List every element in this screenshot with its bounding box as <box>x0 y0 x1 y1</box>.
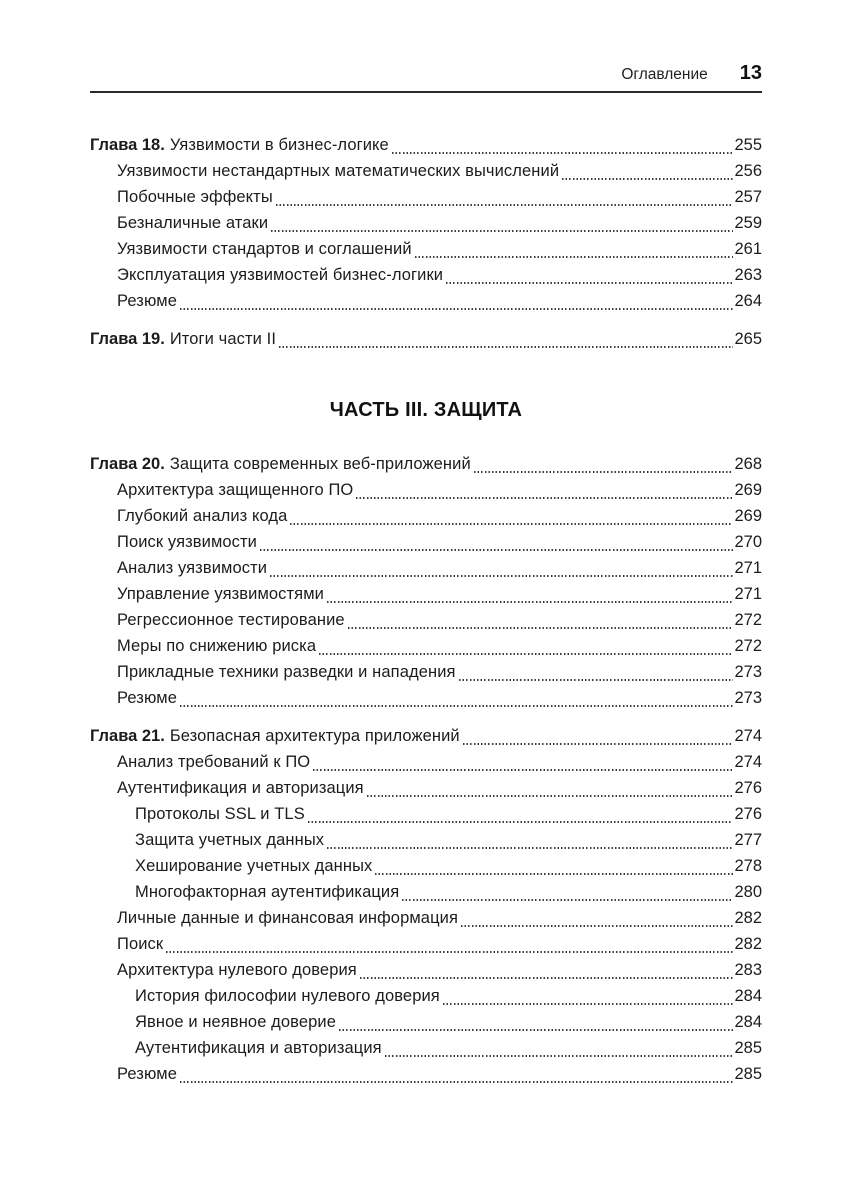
toc-entry <box>90 555 762 581</box>
toc-entry <box>90 503 762 529</box>
dot-leader <box>385 1055 734 1057</box>
toc-entry <box>90 931 762 957</box>
toc-entry <box>90 451 762 477</box>
toc-entry-page-number: 285 <box>734 1065 762 1083</box>
toc-entry-chapter-label: Глава 20. <box>90 455 165 473</box>
dot-leader <box>360 977 734 979</box>
toc-entry <box>90 1009 762 1035</box>
toc-entry-page-number: 277 <box>734 831 762 849</box>
toc-entry <box>90 288 762 314</box>
part-heading: ЧАСТЬ III. ЗАЩИТА <box>329 399 523 421</box>
toc-entry-page-number: 280 <box>734 883 762 901</box>
dot-leader <box>276 204 734 206</box>
dot-leader <box>402 899 733 901</box>
dot-leader <box>339 1029 733 1031</box>
toc-entry-title: Поиск <box>117 935 164 953</box>
toc-entry-page-number: 274 <box>734 753 762 771</box>
toc-entry-page-number: 272 <box>734 611 762 629</box>
toc-entry <box>90 659 762 685</box>
dot-leader <box>474 471 734 473</box>
toc-entry-title: Хеширование учетных данных <box>135 857 373 875</box>
dot-leader <box>461 925 733 927</box>
dot-leader <box>319 653 733 655</box>
toc-entry <box>90 879 762 905</box>
toc-entry-title: Прикладные техники разведки и нападения <box>117 663 456 681</box>
toc-entry-title: Аутентификация и авторизация <box>135 1039 382 1057</box>
toc-entry-page-number: 274 <box>734 727 762 745</box>
dot-leader <box>443 1003 734 1005</box>
toc-entry-chapter-label: Глава 18. <box>90 136 165 154</box>
toc-entry-page-number: 271 <box>734 585 762 603</box>
dot-leader <box>308 821 734 823</box>
toc-entry-page-number: 255 <box>734 136 762 154</box>
toc-entry-title: Безопасная архитектура приложений <box>169 727 460 745</box>
toc-entry <box>90 801 762 827</box>
toc-entry-title: Протоколы SSL и TLS <box>135 805 305 823</box>
toc-entry-title: Поиск уязвимости <box>117 533 257 551</box>
toc-list <box>90 132 762 1087</box>
toc-entry-title: Аутентификация и авторизация <box>117 779 364 797</box>
dot-leader <box>313 769 733 771</box>
toc-entry <box>90 633 762 659</box>
toc-entry-page-number: 278 <box>734 857 762 875</box>
toc-entry <box>90 723 762 749</box>
running-header <box>90 62 762 93</box>
toc-entry-page-number: 257 <box>734 188 762 206</box>
toc-entry <box>90 853 762 879</box>
dot-leader <box>279 346 733 348</box>
dot-leader <box>446 282 733 284</box>
toc-entry-title: Явное и неявное доверие <box>135 1013 337 1031</box>
toc-entry-page-number: 282 <box>734 909 762 927</box>
dot-leader <box>180 308 733 310</box>
dot-leader <box>348 627 734 629</box>
toc-entry-title: Регрессионное тестирование <box>117 611 345 629</box>
toc-entry-page-number: 276 <box>734 805 762 823</box>
dot-leader <box>392 152 734 154</box>
toc-entry <box>90 905 762 931</box>
running-header-page-number: 13 <box>739 62 762 84</box>
toc-entry-page-number: 264 <box>734 292 762 310</box>
toc-entry-title: Глубокий анализ кода <box>117 507 288 525</box>
toc-entry-title: Защита учетных данных <box>135 831 325 849</box>
toc-entry-page-number: 270 <box>734 533 762 551</box>
toc-entry <box>90 326 762 352</box>
toc-entry-page-number: 273 <box>734 663 762 681</box>
toc-entry-page-number: 269 <box>734 481 762 499</box>
toc-entry-title: Безналичные атаки <box>117 214 269 232</box>
toc-entry-title: Резюме <box>117 689 177 707</box>
toc-entry-title: История философии нулевого доверия <box>135 987 440 1005</box>
toc-entry-title: Анализ уязвимости <box>117 559 268 577</box>
dot-leader <box>463 743 734 745</box>
toc-entry <box>90 210 762 236</box>
toc-entry <box>90 749 762 775</box>
toc-entry-page-number: 285 <box>734 1039 762 1057</box>
dot-leader <box>367 795 734 797</box>
toc-entry <box>90 158 762 184</box>
toc-entry-title: Меры по снижению риска <box>117 637 317 655</box>
toc-entry-chapter-label: Глава 21. <box>90 727 165 745</box>
dot-leader <box>327 847 733 849</box>
dot-leader <box>415 256 734 258</box>
toc-entry-page-number: 284 <box>734 1013 762 1031</box>
toc-entry-title: Эксплуатация уязвимостей бизнес-логики <box>117 266 444 284</box>
toc-entry <box>90 262 762 288</box>
dot-leader <box>562 178 733 180</box>
toc-entry <box>90 827 762 853</box>
dot-leader <box>260 549 733 551</box>
dot-leader <box>271 230 733 232</box>
toc-entry-title: Архитектура нулевого доверия <box>117 961 357 979</box>
toc-entry <box>90 1061 762 1087</box>
toc-page <box>90 0 762 1087</box>
toc-entry <box>90 236 762 262</box>
toc-entry <box>90 775 762 801</box>
toc-entry-page-number: 272 <box>734 637 762 655</box>
toc-entry-title: Резюме <box>117 292 177 310</box>
toc-entry <box>90 132 762 158</box>
toc-entry-page-number: 271 <box>734 559 762 577</box>
toc-entry-page-number: 273 <box>734 689 762 707</box>
dot-leader <box>180 1081 733 1083</box>
dot-leader <box>270 575 733 577</box>
toc-entry <box>90 983 762 1009</box>
toc-entry <box>90 529 762 555</box>
dot-leader <box>327 601 733 603</box>
toc-entry-title: Резюме <box>117 1065 177 1083</box>
toc-entry-page-number: 282 <box>734 935 762 953</box>
toc-entry-title: Управление уязвимостями <box>117 585 324 603</box>
toc-entry <box>90 1035 762 1061</box>
toc-entry-title: Уязвимости в бизнес-логике <box>169 136 389 154</box>
dot-leader <box>375 873 733 875</box>
toc-entry <box>90 477 762 503</box>
toc-entry-page-number: 265 <box>734 330 762 348</box>
dot-leader <box>356 497 733 499</box>
toc-entry-page-number: 283 <box>734 961 762 979</box>
toc-entry-title: Побочные эффекты <box>117 188 273 206</box>
toc-entry-title: Итоги части II <box>169 330 277 348</box>
toc-entry-page-number: 261 <box>734 240 762 258</box>
toc-entry-title: Уязвимости стандартов и соглашений <box>117 240 412 258</box>
toc-entry-page-number: 276 <box>734 779 762 797</box>
dot-leader <box>166 951 733 953</box>
toc-entry-page-number: 269 <box>734 507 762 525</box>
toc-entry-title: Многофакторная аутентификация <box>135 883 400 901</box>
dot-leader <box>459 679 734 681</box>
toc-entry <box>90 957 762 983</box>
toc-entry-title: Личные данные и финансовая информация <box>117 909 458 927</box>
toc-entry <box>90 184 762 210</box>
toc-entry <box>90 685 762 711</box>
dot-leader <box>180 705 733 707</box>
toc-entry-title: Уязвимости нестандартных математических вычислений <box>117 162 560 180</box>
toc-entry-title: Анализ требований к ПО <box>117 753 311 771</box>
toc-entry <box>90 607 762 633</box>
toc-entry-page-number: 263 <box>734 266 762 284</box>
toc-entry-page-number: 268 <box>734 455 762 473</box>
running-header-title: Оглавление <box>621 66 708 83</box>
dot-leader <box>290 523 733 525</box>
toc-entry-title: Архитектура защищенного ПО <box>117 481 354 499</box>
toc-entry <box>90 581 762 607</box>
toc-entry-page-number: 256 <box>734 162 762 180</box>
toc-entry-page-number: 284 <box>734 987 762 1005</box>
toc-entry-page-number: 259 <box>734 214 762 232</box>
toc-entry-chapter-label: Глава 19. <box>90 330 165 348</box>
toc-entry-title: Защита современных веб-приложений <box>169 455 471 473</box>
